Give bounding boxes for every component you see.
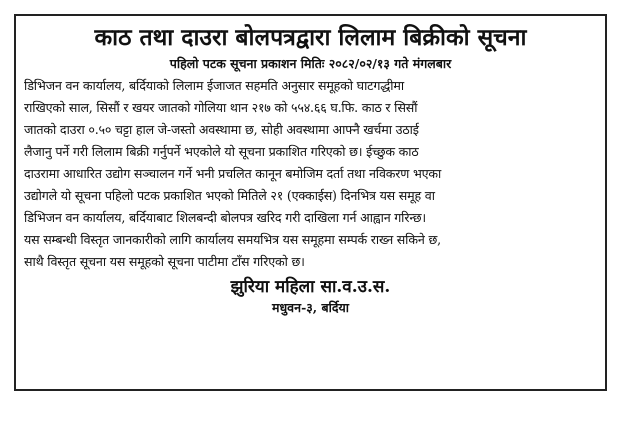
publication-date: पहिलो पटक सूचना प्रकाशन मितिः २०८२/०२/१३ गते मंगलबार <box>169 56 452 71</box>
body-line: यस सम्बन्धी विस्तृत जानकारीको लागि कार्यालय समयभित्र यस समूहमा सम्पर्क राख्न सकिने छ, <box>24 232 441 247</box>
notice-box <box>14 14 607 391</box>
body-line: डिभिजन वन कार्यालय, बर्दियाबाट शिलबन्दी बोलपत्र खरिद गरी दाखिला गर्न आह्वान गरिन्छ। <box>24 210 426 225</box>
body-line: उद्योगले यो सूचना पहिलो पटक प्रकाशित भएको मितिले २१ (एक्काईस) दिनभित्र यस समूह वा <box>24 188 435 203</box>
body-line: राखिएको साल, सिसौं र खयर जातको गोलिया थान २१७ को ५५४.६६ घ.फि. काठ र सिसौं <box>24 100 418 115</box>
body-line: दाउरामा आधारित उद्योग सञ्चालन गर्ने भनी प्रचलित कानून बमोजिम दर्ता तथा नविकरण भएका <box>24 166 442 181</box>
organization-name: झुरिया महिला सा.व.उ.स. <box>230 277 391 297</box>
body-line: जातको दाउरा ०.५० चट्टा हाल जे-जस्तो अवस्थामा छ, सोही अवस्थामा आफ्नै खर्चमा उठाई <box>24 122 419 137</box>
body-line: डिभिजन वन कार्यालय, बर्दियाको लिलाम ईजाजत सहमति अनुसार समूहको घाटगद्धीमा <box>24 78 404 93</box>
notice-body <box>24 75 597 273</box>
notice-title: काठ तथा दाउरा बोलपत्रद्वारा लिलाम बिक्रीको सूचना <box>94 24 527 51</box>
organization-address: मधुवन-३, बर्दिया <box>272 300 349 315</box>
body-line: लैजानु पर्ने गरी लिलाम बिक्री गर्नुपर्ने भएकोले यो सूचना प्रकाशित गरिएको छ। ईच्छुक काठ <box>24 144 419 159</box>
body-line: साथै विस्तृत सूचना यस समूहको सूचना पाटीमा टाँस गरिएको छ। <box>24 254 305 269</box>
